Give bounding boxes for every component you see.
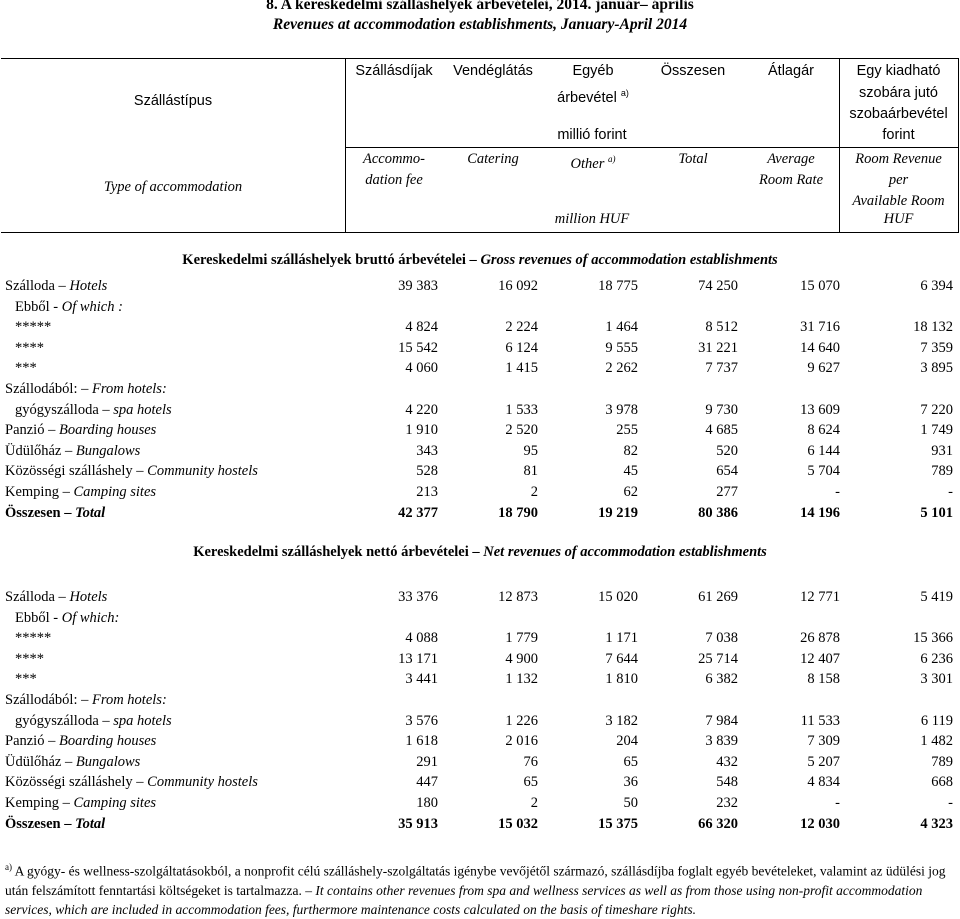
cell-value: 180 [416, 795, 438, 811]
row-label: gyógyszálloda – spa hotels [15, 401, 172, 418]
table-row [0, 441, 960, 461]
cell-value: 3 895 [920, 360, 953, 377]
cell-value: 931 [931, 442, 953, 459]
cell-value: 4 834 [807, 774, 840, 791]
cell-value: 1 226 [505, 712, 538, 729]
cell-value: 18 775 [598, 278, 638, 294]
cell-value: 25 714 [698, 650, 738, 667]
row-label: Összesen – Total [5, 504, 106, 521]
col-room-rate: Room Rate [758, 172, 824, 188]
cell-value: 39 383 [398, 278, 438, 294]
col-szobara-juto: szobára jutó [859, 85, 938, 101]
col-osszesen: Összesen [660, 63, 726, 79]
col-available-room: Available Room [852, 193, 945, 209]
col-atlagar: Átlagár [768, 63, 814, 79]
cell-value: 8 624 [807, 422, 840, 439]
cell-value: 15 542 [398, 339, 438, 356]
cell-value: 1 910 [405, 422, 438, 439]
table-header [1, 58, 959, 233]
table-row [0, 711, 960, 731]
cell-value: 1 464 [605, 319, 638, 336]
table-row [0, 649, 960, 669]
cell-value: 36 [623, 774, 638, 791]
col-szobaarbevetel: szobaárbevétel [849, 106, 948, 122]
cell-value: 66 320 [698, 815, 738, 832]
footnote: $^{a)}$ A gyógy- és wellness-szolgáltatásokból, a nonprofit célú szálláshely-szolgáltatás igénybe vevőjétől származó, szállásdíjba foglalt egyéb bevételeket, valamint az üdülési jog után felszámított fenntartási költségeket is tartalmazza. – It contains other revenues from spa and wellness services as well as from those using non-profit accommodation services, which are included in accommodation fees, furthermore maintenance costs calculated on the basis of timeshare rights. [5, 862, 946, 917]
table-row [0, 276, 960, 296]
table-row [0, 482, 960, 502]
table-row [0, 297, 960, 317]
row-label: Panzió – Boarding houses [5, 733, 157, 750]
cell-value: 789 [931, 753, 953, 770]
table-row [0, 772, 960, 792]
cell-value: 18 790 [498, 504, 538, 521]
cell-value: 12 771 [800, 589, 840, 605]
cell-value: 5 101 [920, 504, 953, 521]
cell-value: 1 132 [505, 671, 538, 688]
header-type-en: Type of accommodation [103, 179, 243, 195]
cell-value: 1 533 [505, 401, 538, 418]
cell-value: 6 382 [705, 671, 738, 688]
cell-value: 42 377 [398, 504, 438, 521]
cell-value: 15 366 [913, 630, 953, 647]
cell-value: 3 301 [920, 671, 953, 688]
cell-value: 4 088 [405, 630, 438, 647]
row-label: gyógyszálloda – spa hotels [15, 712, 172, 729]
cell-value: 61 269 [698, 589, 738, 605]
row-label: Panzió – Boarding houses [5, 422, 157, 439]
cell-value: 8 512 [705, 319, 738, 336]
row-label: **** [15, 650, 44, 667]
table-row [0, 669, 960, 689]
cell-value: 277 [716, 484, 738, 500]
col-per: per [888, 172, 909, 188]
cell-value: - [948, 795, 953, 811]
cell-value: 31 221 [698, 339, 738, 356]
col-arbevetel: árbevétel $^{a)}$ [557, 88, 629, 106]
cell-value: 668 [931, 774, 953, 791]
cell-value: 12 407 [800, 650, 840, 667]
row-label: Közösségi szálláshely – Community hostels [5, 463, 258, 480]
cell-value: 7 220 [920, 401, 953, 418]
cell-value: 789 [931, 463, 953, 480]
cell-value: 4 060 [405, 360, 438, 377]
cell-value: 204 [616, 733, 638, 750]
cell-value: 548 [716, 774, 738, 791]
cell-value: 9 627 [807, 360, 840, 377]
cell-value: 2 262 [605, 360, 638, 377]
col-average: Average [767, 151, 815, 167]
cell-value: 82 [623, 442, 638, 459]
cell-value: 9 555 [605, 339, 638, 356]
table-row [0, 608, 960, 628]
cell-value: 12 873 [498, 589, 538, 605]
row-label: ***** [15, 630, 52, 647]
row-label: Kemping – Camping sites [5, 795, 157, 811]
col-accommo: Accommo- [362, 151, 425, 167]
cell-value: 4 824 [405, 319, 438, 336]
cell-value: 255 [616, 422, 638, 439]
table-row [0, 503, 960, 523]
section-title-net: Kereskedelmi szálláshelyek nettó árbevételei – Net revenues of accommodation establishments [193, 544, 767, 560]
table-row [0, 731, 960, 751]
col-room-revenue: Room Revenue [855, 151, 942, 167]
cell-value: 213 [416, 484, 438, 500]
col-total: Total [678, 151, 708, 167]
table-row [0, 317, 960, 337]
col-other: Other $^{a)}$ [570, 154, 616, 172]
cell-value: 2 520 [505, 422, 538, 439]
cell-value: - [835, 795, 840, 811]
cell-value: 2 016 [505, 733, 538, 750]
cell-value: 5 207 [807, 753, 840, 770]
cell-value: 62 [623, 484, 638, 500]
row-label: Közösségi szálláshely – Community hostels [5, 774, 258, 791]
table-row [0, 752, 960, 772]
table-title-en: Revenues at accommodation establishments, January-April 2014 [272, 16, 688, 33]
cell-value: 7 309 [807, 733, 840, 750]
cell-value: 19 219 [598, 504, 638, 521]
cell-value: 1 810 [605, 671, 638, 688]
col-catering: Catering [467, 151, 519, 167]
col-dation-fee: dation fee [365, 172, 423, 188]
cell-value: 3 839 [705, 733, 738, 750]
cell-value: 50 [623, 795, 638, 811]
header-type-hu: Szállástípus [133, 93, 213, 109]
cell-value: 1 779 [505, 630, 538, 647]
cell-value: 65 [623, 753, 638, 770]
cell-value: 15 032 [498, 815, 538, 832]
cell-value: 1 415 [505, 360, 538, 377]
cell-value: 3 978 [605, 401, 638, 418]
cell-value: 76 [523, 753, 538, 770]
table-row [0, 690, 960, 710]
cell-value: 12 030 [800, 815, 840, 832]
row-label: *** [15, 671, 37, 688]
cell-value: 2 [530, 795, 538, 811]
table-title-hu: 8. A kereskedelmi szálláshelyek árbevételei, 2014. január– április [266, 0, 694, 13]
cell-value: 3 576 [405, 712, 438, 729]
cell-value: 7 038 [705, 630, 738, 647]
cell-value: 14 196 [800, 504, 840, 521]
cell-value: 31 716 [800, 319, 840, 336]
row-label: Szállodából: – From hotels: [5, 381, 167, 397]
cell-value: 18 132 [913, 319, 953, 336]
cell-value: 15 375 [598, 815, 638, 832]
cell-value: 35 913 [398, 815, 438, 832]
cell-value: 3 182 [605, 712, 638, 729]
cell-value: 9 730 [705, 401, 738, 418]
cell-value: 8 158 [807, 671, 840, 688]
row-label: Üdülőház – Bungalows [5, 753, 141, 770]
cell-value: 4 900 [505, 650, 538, 667]
col-vendeglatas: Vendéglátás [453, 63, 533, 79]
row-label: Ebből - Of which : [15, 298, 123, 315]
cell-value: 2 224 [505, 319, 538, 336]
unit-forint: forint [882, 127, 915, 143]
cell-value: 11 533 [800, 712, 840, 729]
section-title-gross: Kereskedelmi szálláshelyek bruttó árbevételei – Gross revenues of accommodation establishments [182, 252, 778, 268]
cell-value: 7 644 [605, 650, 638, 667]
cell-value: 654 [716, 463, 738, 480]
table-row [0, 587, 960, 607]
cell-value: 33 376 [398, 589, 438, 605]
table-row [0, 628, 960, 648]
row-label: Üdülőház – Bungalows [5, 442, 141, 459]
cell-value: 5 704 [807, 463, 840, 480]
unit-millio-forint: millió forint [557, 127, 627, 143]
col-egy-kiadhato: Egy kiadható [856, 63, 941, 79]
unit-huf: HUF [883, 211, 914, 227]
cell-value: 2 [530, 484, 538, 500]
cell-value: 291 [416, 753, 438, 770]
cell-value: 13 171 [398, 650, 438, 667]
cell-value: 6 236 [920, 650, 953, 667]
table-row [0, 338, 960, 358]
col-egyeb: Egyéb [572, 63, 614, 79]
cell-value: 14 640 [800, 339, 840, 356]
row-label: Szálloda – Hotels [5, 589, 108, 605]
cell-value: 343 [416, 442, 438, 459]
cell-value: 6 394 [920, 278, 953, 294]
row-label: Kemping – Camping sites [5, 484, 157, 500]
unit-million-huf: million HUF [554, 211, 630, 227]
cell-value: 1 171 [605, 630, 638, 647]
cell-value: 81 [523, 463, 538, 480]
cell-value: 447 [416, 774, 438, 791]
table-row [0, 461, 960, 481]
cell-value: 74 250 [698, 278, 738, 294]
row-label: *** [15, 360, 37, 377]
cell-value: 6 124 [505, 339, 538, 356]
cell-value: 4 220 [405, 401, 438, 418]
cell-value: 528 [416, 463, 438, 480]
cell-value: 7 984 [705, 712, 738, 729]
cell-value: 16 092 [498, 278, 538, 294]
cell-value: 6 119 [920, 712, 953, 729]
cell-value: 1 749 [920, 422, 953, 439]
cell-value: 1 482 [920, 733, 953, 750]
cell-value: 4 685 [705, 422, 738, 439]
cell-value: 45 [623, 463, 638, 480]
col-szallasdijak: Szállásdíjak [355, 63, 433, 79]
cell-value: 95 [523, 442, 538, 459]
cell-value: - [835, 484, 840, 500]
cell-value: 13 609 [800, 401, 840, 418]
cell-value: 1 618 [405, 733, 438, 750]
table-row [0, 420, 960, 440]
cell-value: - [948, 484, 953, 500]
cell-value: 6 144 [807, 442, 840, 459]
cell-value: 15 020 [598, 589, 638, 605]
row-label: Szálloda – Hotels [5, 278, 108, 294]
table-row [0, 814, 960, 834]
cell-value: 4 323 [920, 815, 953, 832]
row-label: Szállodából: – From hotels: [5, 692, 167, 708]
table-row [0, 379, 960, 399]
table-row [0, 358, 960, 378]
cell-value: 432 [716, 753, 738, 770]
cell-value: 80 386 [698, 504, 738, 521]
row-label: Összesen – Total [5, 815, 106, 832]
cell-value: 3 441 [405, 671, 438, 688]
cell-value: 7 737 [705, 360, 738, 377]
row-label: **** [15, 339, 44, 356]
cell-value: 15 070 [800, 278, 840, 294]
cell-value: 232 [716, 795, 738, 811]
table-row [0, 400, 960, 420]
cell-value: 520 [716, 442, 738, 459]
row-label: ***** [15, 319, 52, 336]
cell-value: 7 359 [920, 339, 953, 356]
cell-value: 65 [523, 774, 538, 791]
cell-value: 5 419 [920, 589, 953, 605]
table-row [0, 793, 960, 813]
row-label: Ebből - Of which: [15, 609, 120, 626]
cell-value: 26 878 [800, 630, 840, 647]
